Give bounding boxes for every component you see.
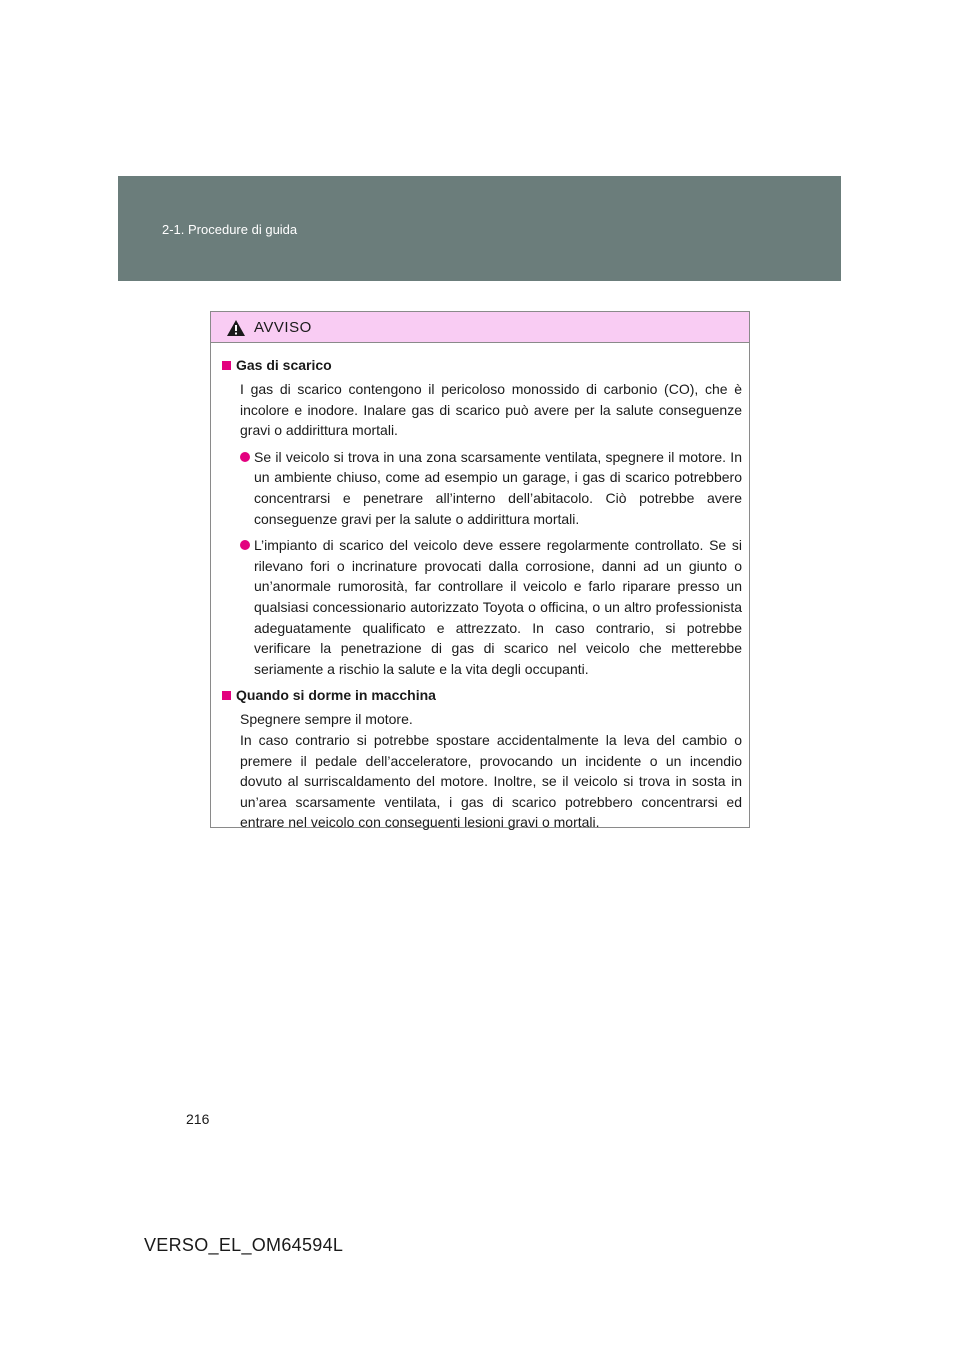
- section-heading-sleeping: [221, 685, 742, 705]
- sleeping-text: [240, 709, 742, 833]
- bullet-item: [254, 447, 742, 529]
- bullet-text: Se il veicolo si trova in una zona scarsamente ventilata, spegnere il motore. In un ambiente chiuso, come ad esempio un garage, i gas di scarico potrebbero concentrarsi e penetrare all’interno dell’abitacolo. Ciò potrebbe avere conseguenze gravi per la salute o addirittura mortali.: [254, 448, 742, 527]
- warning-body: [211, 343, 749, 833]
- heading-text: Gas di scarico: [236, 357, 332, 373]
- circle-bullet-icon: [240, 540, 250, 550]
- circle-bullet-icon: [240, 452, 250, 462]
- sleeping-line-2: In caso contrario si potrebbe spostare accidentalmente la leva del cambio o premere il pedale dell’acceleratore, provocando un incidente o un incendio dovuto al surriscaldamento del motore. Inoltre, se il veicolo si trova in sosta in un’area scarsamente ventilata, i gas di scarico potrebbero concentrarsi ed entrare nel veicolo con conseguenti lesioni gravi o mortali.: [240, 731, 742, 831]
- warning-header: [211, 312, 749, 343]
- section-heading-exhaust: [221, 355, 742, 375]
- header-band: [118, 176, 841, 281]
- bullet-text: L’impianto di scarico del veicolo deve essere regolarmente controllato. Se si rilevano fori o incrinature provocati dalla corrosione, danni ad un giunto o un’anormale rumorosità, far controllare il veicolo e farlo riparare presso un qualsiasi concessionario autorizzato Toyota o officina, o un altro professionista adeguatamente qualificato e attrezzato. In caso contrario, si potrebbe verificare la penetrazione di gas di scarico nel veicolo che metterebbe seriamente a rischio la salute e la vita degli occupanti.: [254, 537, 742, 677]
- square-bullet-icon: [222, 691, 231, 700]
- section-title: 2-1. Procedure di guida: [162, 222, 298, 237]
- exhaust-intro-text: I gas di scarico contengono il pericoloso monossido di carbonio (CO), che è incolore e inodore. Inalare gas di scarico può avere per la salute conseguenze gravi o addirittura mortali.: [240, 381, 742, 439]
- warning-triangle-icon: [226, 319, 246, 337]
- page-number: 216: [186, 1111, 210, 1127]
- sleeping-line-1: Spegnere sempre il motore.: [240, 711, 413, 728]
- bullet-item: [254, 535, 742, 679]
- warning-label: AVVISO: [254, 319, 312, 336]
- warning-box: [210, 311, 750, 831]
- heading-text: Quando si dorme in macchina: [236, 687, 436, 704]
- square-bullet-icon: [222, 361, 231, 370]
- document-code: VERSO_EL_OM64594L: [144, 1235, 344, 1255]
